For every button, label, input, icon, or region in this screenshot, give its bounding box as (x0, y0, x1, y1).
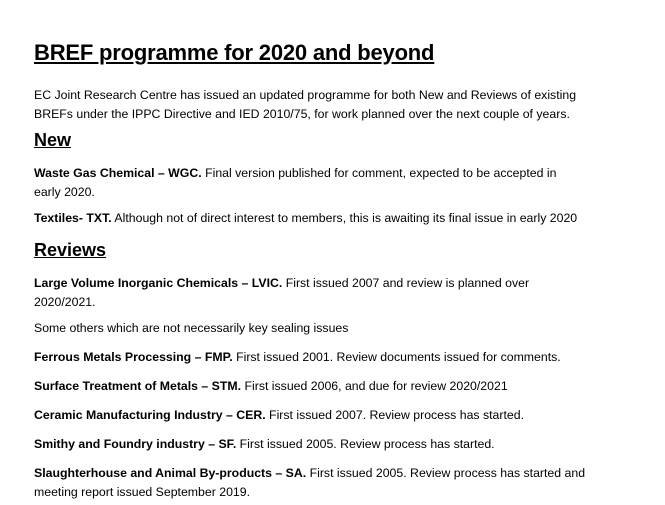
reviews-note: Some others which are not necessarily key sealing issues (34, 321, 349, 335)
entry-stm-text: First issued 2006, and due for review 2020/2021 (241, 379, 508, 393)
entry-fmp (34, 348, 634, 367)
entry-sf (34, 435, 634, 454)
entry-wgc-name: Waste Gas Chemical – WGC. (34, 166, 202, 180)
intro-line-1: EC Joint Research Centre has issued an updated programme for both New and Reviews of existing (34, 88, 577, 102)
entry-sa-name: Slaughterhouse and Animal By-products – SA. (34, 466, 307, 480)
entry-lvic (34, 274, 634, 312)
entry-wgc-text: Final version published for comment, expected to be accepted in (201, 166, 557, 180)
entry-stm-name: Surface Treatment of Metals – STM. (34, 379, 242, 393)
entry-lvic-text-cont: 2020/2021. (34, 295, 96, 309)
entry-wgc-text-cont: early 2020. (34, 185, 95, 199)
entry-stm (34, 377, 634, 396)
entry-cer (34, 406, 634, 425)
entry-fmp-text: First issued 2001. Review documents issued for comments. (232, 350, 561, 364)
entry-lvic-text: First issued 2007 and review is planned over (282, 276, 530, 290)
entry-cer-text: First issued 2007. Review process has started. (265, 408, 524, 422)
entry-txt-text: Although not of direct interest to members, this is awaiting its final issue in early 2020 (111, 211, 578, 225)
intro-line-2: BREFs under the IPPC Directive and IED 2010/75, for work planned over the next couple of years. (34, 107, 570, 121)
entry-sf-text: First issued 2005. Review process has started. (236, 437, 495, 451)
entry-lvic-name: Large Volume Inorganic Chemicals – LVIC. (34, 276, 283, 290)
entry-sa-text-cont: meeting report issued September 2019. (34, 485, 251, 499)
entry-txt-name: Textiles- TXT. (34, 211, 112, 225)
entry-fmp-name: Ferrous Metals Processing – FMP. (34, 350, 233, 364)
entry-cer-name: Ceramic Manufacturing Industry – CER. (34, 408, 266, 422)
entry-sa-text: First issued 2005. Review process has started and (306, 466, 586, 480)
new-section-heading: New (34, 130, 72, 150)
entry-sf-name: Smithy and Foundry industry – SF. (34, 437, 237, 451)
reviews-section-heading: Reviews (34, 240, 107, 260)
page-title: BREF programme for 2020 and beyond (34, 40, 435, 65)
entry-txt (34, 209, 634, 228)
entry-wgc (34, 164, 634, 202)
entry-sa (34, 464, 634, 502)
intro-paragraph (34, 86, 634, 124)
